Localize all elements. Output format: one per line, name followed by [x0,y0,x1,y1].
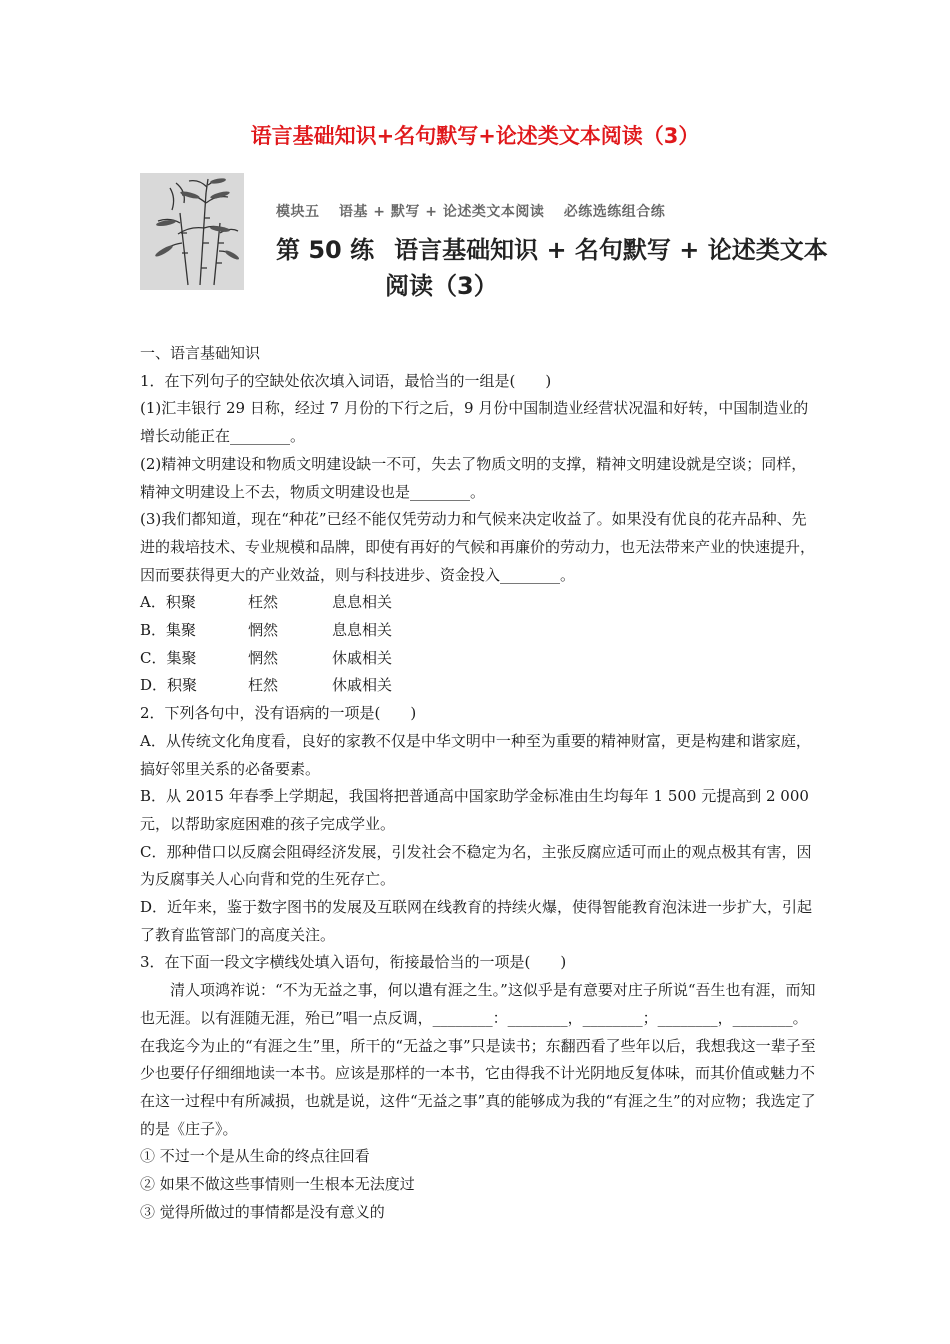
q2-option-a: A．从传统文化角度看，良好的家教不仅是中华文明中一种至为重要的精神财富，更是构建和谐家庭，搞好邻里关系的必备要素。 [140,731,811,778]
module-topic: 语基 + 默写 + 论述类文本阅读 [338,204,545,220]
module-name: 模块五 [276,204,320,220]
q2-option-b: B．从 2015 年春季上学期起，我国将把普通高中国家助学金标准由生均每年 1 500 元提高到 2 000 元，以帮助家庭困难的孩子完成学业。 [140,787,809,833]
q1-option-d: D．积聚 枉然 休戚相关 [140,676,393,695]
drill-number: 第 50 练 [276,236,375,264]
q2-option-c: C．那种借口以反腐会阻碍经济发展，引发社会不稳定为名，主张反腐应适可而止的观点极其有害，因为反腐事关人心向背和党的生死存亡。 [140,842,812,889]
q1-sentence-2: (2)精神文明建设和物质文明建设缺一不可，失去了物质文明的支撑，精神文明建设就是空谈；同样，精神文明建设上不去，物质文明建设也是________。 [140,454,807,501]
q3-passage: 清人项鸿祚说：“不为无益之事，何以遣有涯之生。”这似乎是有意要对庄子所说“吾生也有涯，而知也无涯。以有涯随无涯，殆已”唱一点反调，________：________，________；________，________。在我迄今为止的“有涯之生”里，所干的“无益之事”只是读书；东翻西看了些年以后，我想我这一辈子至少也要仔仔细细地读一本书。应该是那样的一本书，它由得我不计光阴地反复体味，而其价值或魅力不在这一过程中有所减损，也就是说，这件“无益之事”真的能够成为我的“有涯之生”的对应物；我选定了的是《庄子》。 [140,981,816,1138]
section-heading: 一、语言基础知识 [140,344,261,362]
q3-item-2: ② 如果不做这些事情则一生根本无法度过 [140,1175,415,1194]
q1-sentence-1: (1)汇丰银行 29 日称，经过 7 月份的下行之后，9 月份中国制造业经营状况温和好转，中国制造业的增长动能正在________。 [140,399,809,446]
q2-option-d: D．近年来，鉴于数字图书的发展及互联网在线教育的持续火爆，使得智能教育泡沫进一步扩大，引起了教育监管部门的高度关注。 [140,898,813,944]
q1-option-a: A．积聚 枉然 息息相关 [140,593,393,612]
bamboo-icon [140,173,244,290]
q3-stem: 3．在下面一段文字横线处填入语句，衔接最恰当的一项是( ) [140,953,567,972]
module-type: 必练选练组合练 [563,204,666,220]
q1-option-c: C．集聚 惘然 休戚相关 [140,648,393,667]
q1-stem: 1．在下列句子的空缺处依次填入词语，最恰当的一组是( ) [140,371,552,390]
q2-stem: 2．下列各句中，没有语病的一项是( ) [140,704,417,723]
drill-title-line2: 阅读（3） [385,272,498,300]
drill-title [276,232,836,304]
page-title: 语言基础知识+名句默写+论述类文本阅读（3） [250,124,700,148]
q3-item-1: ① 不过一个是从生命的终点往回看 [140,1147,370,1166]
q1-option-b: B．集聚 惘然 息息相关 [140,621,393,640]
module-line [276,201,679,221]
exercise-content [140,340,820,1227]
q3-item-3: ③ 觉得所做过的事情都是没有意义的 [140,1202,385,1221]
bamboo-illustration [140,173,244,290]
q1-sentence-3: (3)我们都知道，现在“种花”已经不能仅凭劳动力和气候来决定收益了。如果没有优良的花卉品种、先进的栽培技术、专业规模和品牌，即使有再好的气候和再廉价的劳动力，也无法带来产业的快速提升，因而要获得更大的产业效益，则与科技进步、资金投入________。 [140,510,816,584]
drill-title-line1: 语言基础知识 + 名句默写 + 论述类文本 [394,236,828,264]
